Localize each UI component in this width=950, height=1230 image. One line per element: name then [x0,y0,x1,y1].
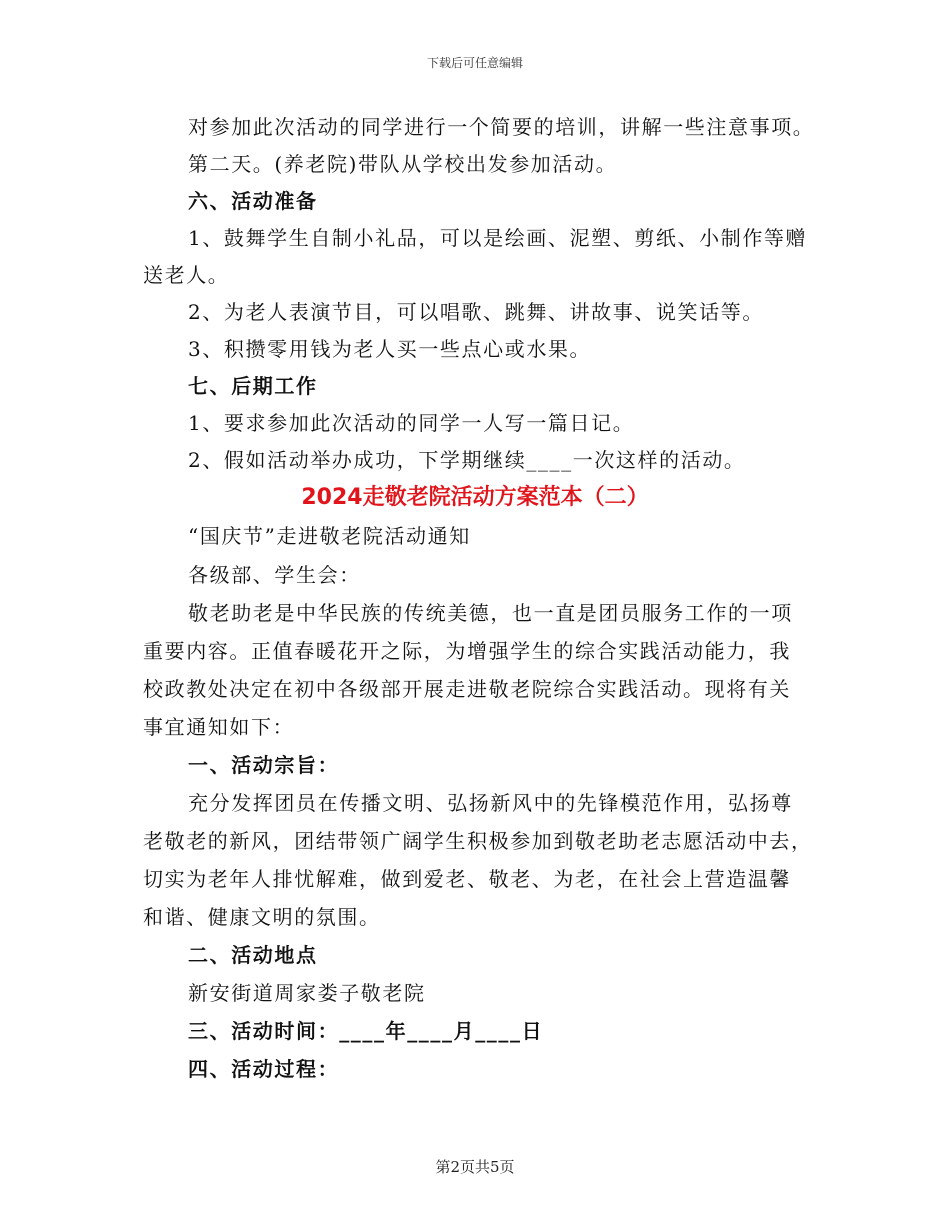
paragraph-line: 充分发挥团员在传播文明、弘扬新风中的先锋模范作用，弘扬尊 [188,791,793,815]
section-heading: 七、后期工作 [188,374,318,398]
notice-title: “国庆节”走进敬老院活动通知 [188,524,471,548]
paragraph-line: 校政教处决定在初中各级部开展走进敬老院综合实践活动。现将有关 [143,677,791,701]
page-header: 下载后可任意编辑 [426,56,523,70]
list-item: 1、要求参加此次活动的同学一人写一篇日记。 [188,411,635,435]
salutation: 各级部、学生会： [188,563,361,587]
list-item: 1、鼓舞学生自制小礼品，可以是绘画、泥塑、剪纸、小制作等赠 [188,226,808,250]
section-heading: 二、活动地点 [188,943,318,967]
paragraph-line: 敬老助老是中华民族的传统美德，也一直是团员服务工作的一项 [188,601,793,625]
list-item: 2、假如活动举办成功，下学期继续____一次这样的活动。 [188,448,746,472]
list-item-continuation: 送老人。 [143,263,230,287]
section-heading: 一、活动宗旨： [188,753,340,777]
section-heading: 三、活动时间：____年____月____日 [188,1019,544,1043]
page-footer: 第2页共5页 [435,1158,515,1176]
paragraph-line: 对参加此次活动的同学进行一个简要的培训，讲解一些注意事项。 [188,115,815,139]
list-item: 3、积攒零用钱为老人买一些点心或水果。 [188,337,592,361]
paragraph-line: 重要内容。正值春暖花开之际，为增强学生的综合实践活动能力，我 [143,639,791,663]
paragraph-line: 事宜通知如下： [143,715,295,739]
paragraph-line: 老敬老的新风，团结带领广阔学生积极参加到敬老助老志愿活动中去， [143,829,813,853]
paragraph-line: 切实为老年人排忧解难，做到爱老、敬老、为老，在社会上营造温馨 [143,867,791,891]
list-item: 2、为老人表演节目，可以唱歌、跳舞、讲故事、说笑话等。 [188,300,764,324]
document-title: 2024走敬老院活动方案范本（二） [301,485,649,510]
paragraph-line: 新安街道周家娄子敬老院 [188,981,426,1005]
paragraph-line: 和谐、健康文明的氛围。 [143,905,381,929]
paragraph-line: 第二天。(养老院)带队从学校出发参加活动。 [188,152,618,176]
section-heading: 四、活动过程： [188,1057,340,1081]
section-heading: 六、活动准备 [188,189,318,213]
